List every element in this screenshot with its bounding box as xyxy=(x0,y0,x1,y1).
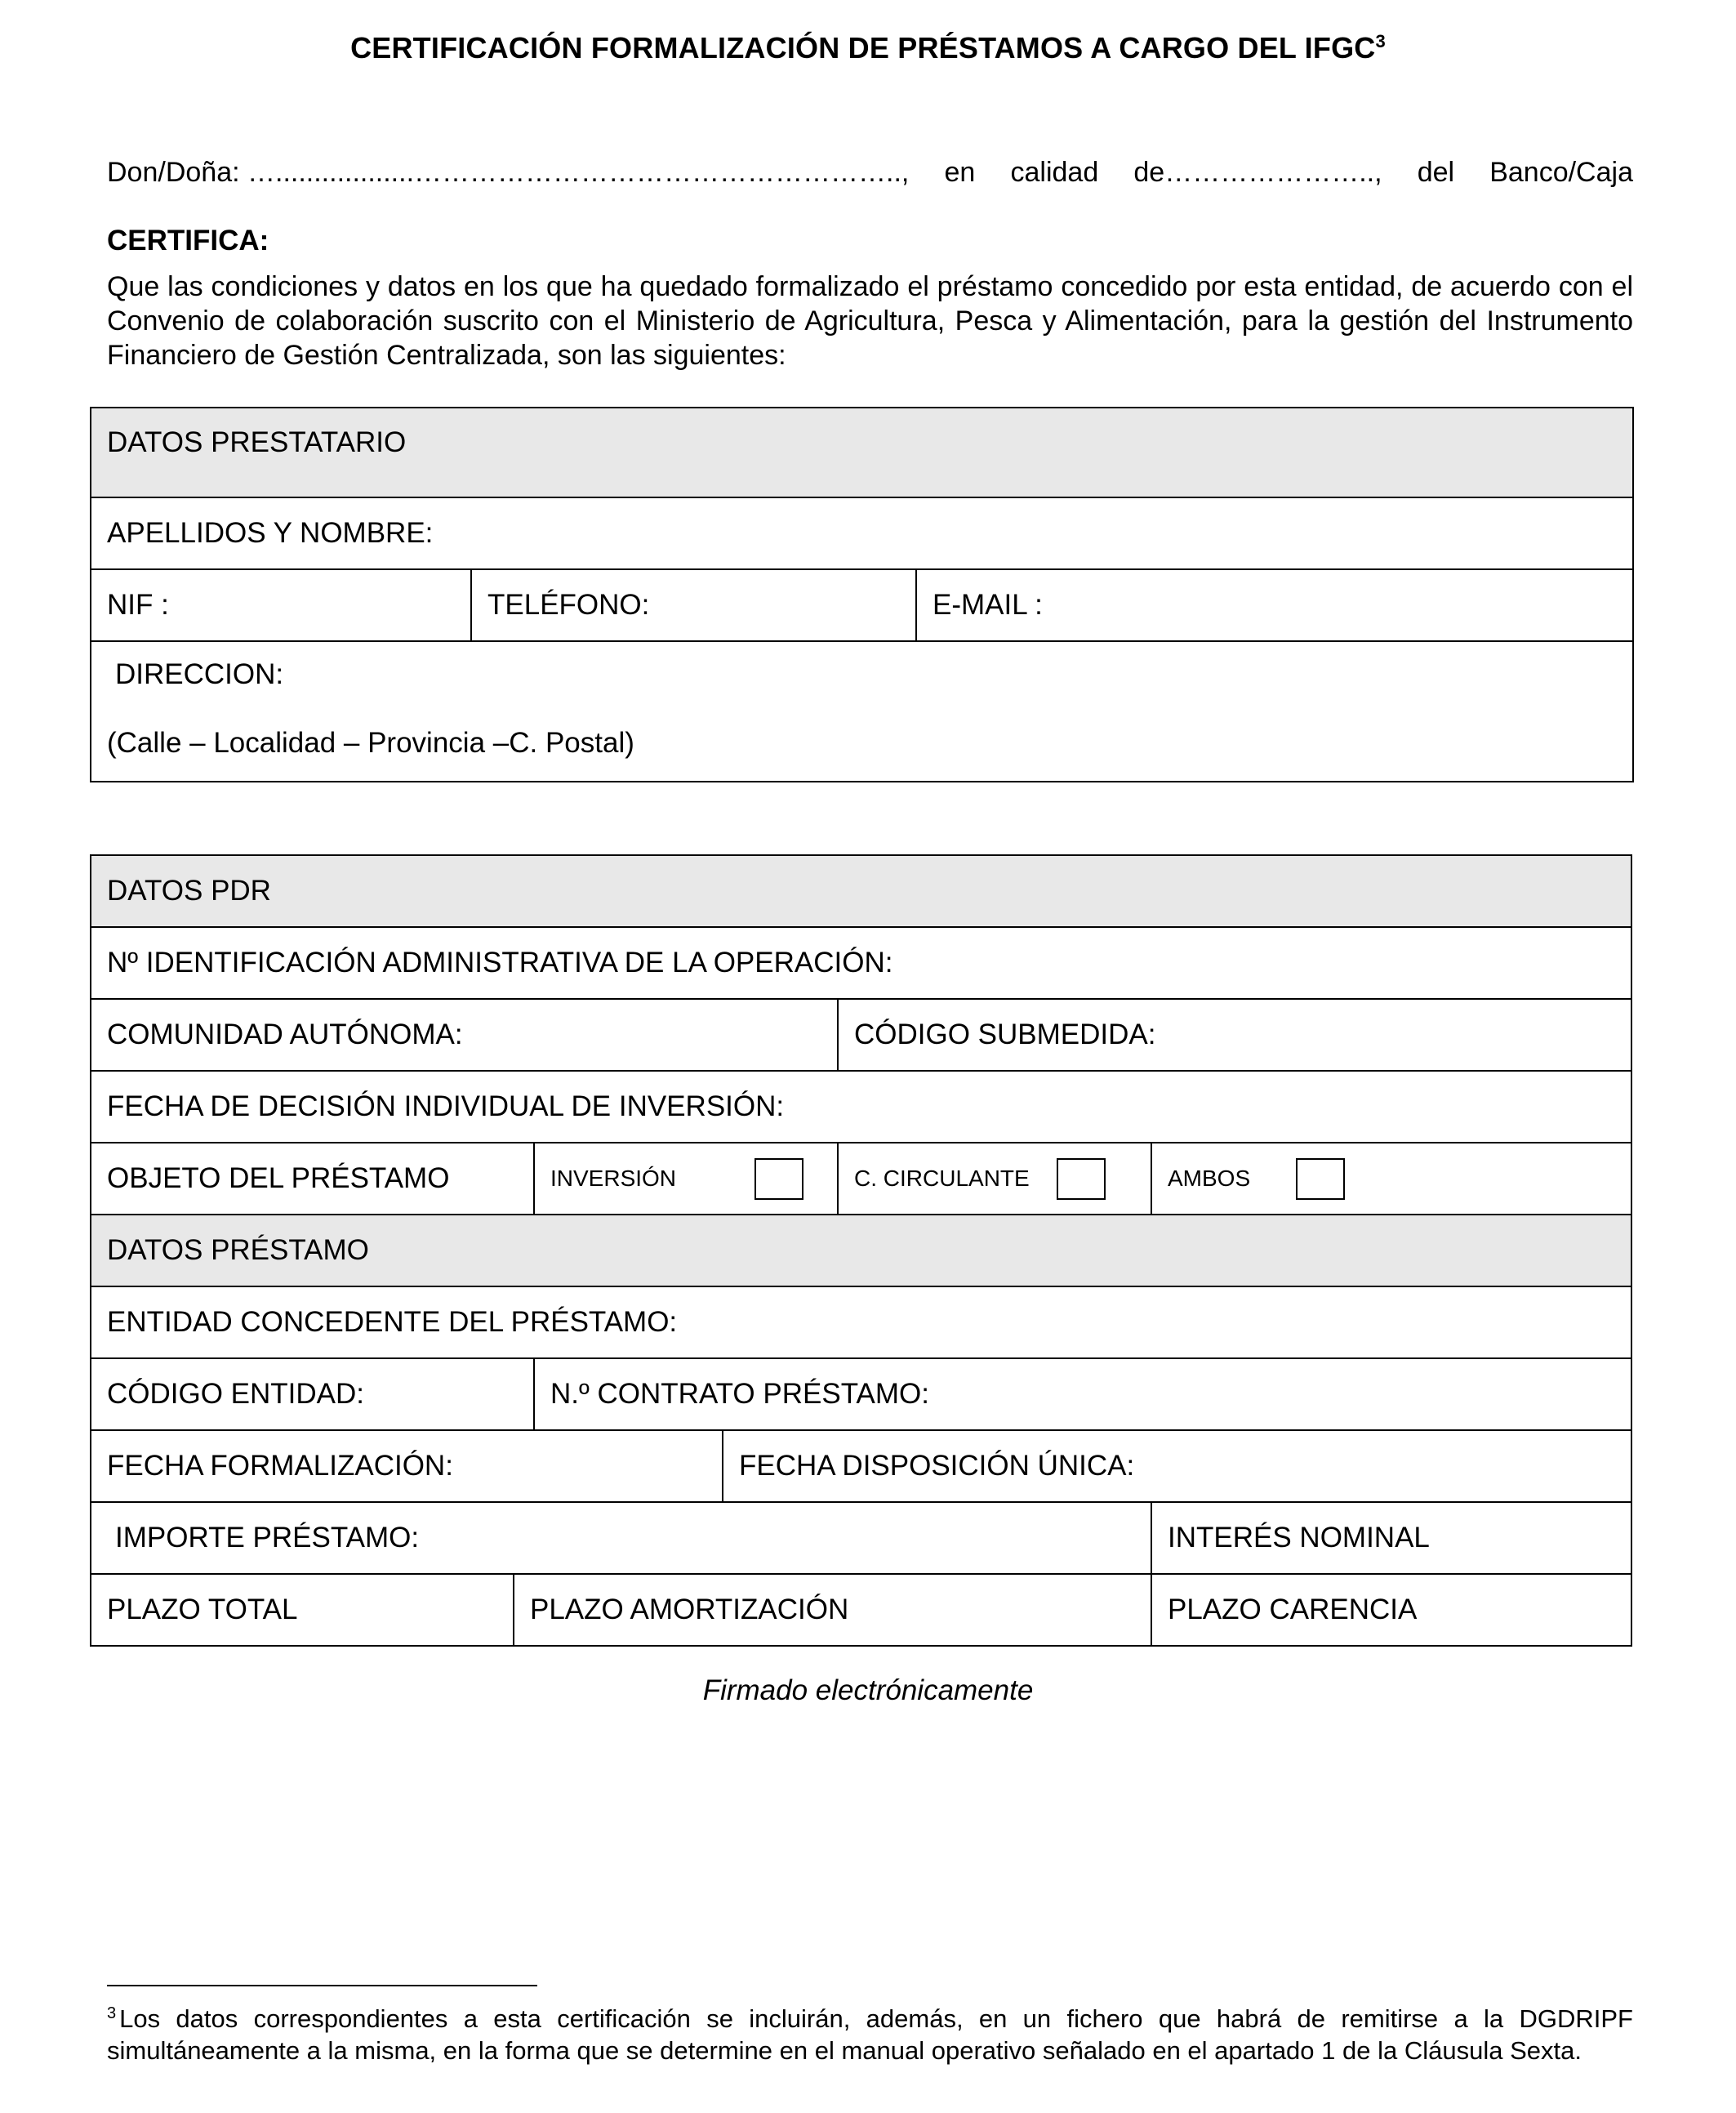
entidad-field[interactable]: ENTIDAD CONCEDENTE DEL PRÉSTAMO: xyxy=(91,1286,1631,1358)
identificacion-field[interactable]: Nº IDENTIFICACIÓN ADMINISTRATIVA DE LA OPERACIÓN: xyxy=(91,927,1631,999)
fecha-decision-field[interactable]: FECHA DE DECISIÓN INDIVIDUAL DE INVERSIÓN: xyxy=(91,1071,1631,1143)
direccion-field[interactable] xyxy=(91,641,1633,782)
codigo-submedida-field[interactable]: CÓDIGO SUBMEDIDA: xyxy=(838,999,1631,1071)
footnote-text: Los datos correspondientes a esta certificación se incluirán, además, en un fichero que habrá de remitirse a la DGDRIPF simultáneamente a la misma, en la forma que se determine en el manual operativo señalado en el apartado 1 de la Cláusula Sexta. xyxy=(107,2004,1633,2065)
don-line-de: de………………….., xyxy=(1133,157,1382,188)
email-field[interactable]: E-MAIL : xyxy=(916,569,1633,641)
importe-field[interactable] xyxy=(91,1502,1151,1574)
title-footnote-mark: 3 xyxy=(1375,31,1386,51)
telefono-field[interactable]: TELÉFONO: xyxy=(471,569,916,641)
objeto-label: OBJETO DEL PRÉSTAMO xyxy=(91,1143,534,1215)
plazo-total-field[interactable]: PLAZO TOTAL xyxy=(91,1574,514,1646)
circulante-label: C. CIRCULANTE xyxy=(854,1166,1030,1191)
ambos-label: AMBOS xyxy=(1168,1166,1251,1191)
circulante-checkbox[interactable] xyxy=(1057,1158,1106,1200)
ambos-checkbox[interactable] xyxy=(1296,1158,1345,1200)
don-line-calidad: calidad xyxy=(1010,157,1099,188)
intro-paragraph: Que las condiciones y datos en los que ha quedado formalizado el préstamo concedido por esta entidad, de acuerdo con el Convenio de colaboración suscrito con el Ministerio de Agricultura, Pesca y Alimentación, para la gestión del Instrumento Financiero de Gestión Centralizada, son las siguientes: xyxy=(107,271,1633,371)
comunidad-field[interactable]: COMUNIDAD AUTÓNOMA: xyxy=(91,999,838,1071)
don-line-name: Don/Doña: …..................…………………………………………….., xyxy=(107,157,910,188)
interes-field[interactable]: INTERÉS NOMINAL xyxy=(1151,1502,1631,1574)
direccion-hint: (Calle – Localidad – Provincia –C. Postal) xyxy=(107,727,634,759)
plazo-carencia-field[interactable]: PLAZO CARENCIA xyxy=(1151,1574,1631,1646)
footnote-mark: 3 xyxy=(107,2004,117,2022)
don-line-en: en xyxy=(944,157,976,188)
inversion-checkbox[interactable] xyxy=(754,1158,803,1200)
contrato-field[interactable]: N.º CONTRATO PRÉSTAMO: xyxy=(534,1358,1631,1430)
signed-note: Firmado electrónicamente xyxy=(702,1674,1034,1706)
footnote xyxy=(107,2003,1633,2066)
direccion-label: DIRECCION: xyxy=(115,658,284,690)
option-inversion[interactable] xyxy=(534,1143,838,1215)
pdr-prestamo-table xyxy=(90,854,1632,1647)
don-line-banco: Banco/Caja xyxy=(1489,157,1633,188)
fecha-formalizacion-field[interactable]: FECHA FORMALIZACIÓN: xyxy=(91,1430,723,1502)
don-line xyxy=(107,155,1633,189)
prestatario-header: DATOS PRESTATARIO xyxy=(91,408,1633,497)
pdr-header: DATOS PDR xyxy=(91,855,1631,927)
don-line-del: del xyxy=(1417,157,1455,188)
importe-label: IMPORTE PRÉSTAMO: xyxy=(115,1522,420,1554)
nif-field[interactable]: NIF : xyxy=(91,569,471,641)
apellidos-field[interactable]: APELLIDOS Y NOMBRE: xyxy=(91,497,1633,569)
prestamo-header: DATOS PRÉSTAMO xyxy=(91,1215,1631,1286)
prestatario-table xyxy=(90,407,1634,782)
plazo-amortizacion-field[interactable]: PLAZO AMORTIZACIÓN xyxy=(514,1574,1151,1646)
option-circulante[interactable] xyxy=(838,1143,1151,1215)
footnote-separator xyxy=(107,1985,537,1986)
certifica-label: CERTIFICA: xyxy=(107,225,269,256)
document-title xyxy=(0,31,1736,65)
codigo-entidad-field[interactable]: CÓDIGO ENTIDAD: xyxy=(91,1358,534,1430)
title-text: CERTIFICACIÓN FORMALIZACIÓN DE PRÉSTAMOS A CARGO DEL IFGC xyxy=(350,31,1376,65)
option-ambos[interactable] xyxy=(1151,1143,1631,1215)
fecha-disposicion-field[interactable]: FECHA DISPOSICIÓN ÚNICA: xyxy=(723,1430,1631,1502)
inversion-label: INVERSIÓN xyxy=(550,1166,677,1191)
